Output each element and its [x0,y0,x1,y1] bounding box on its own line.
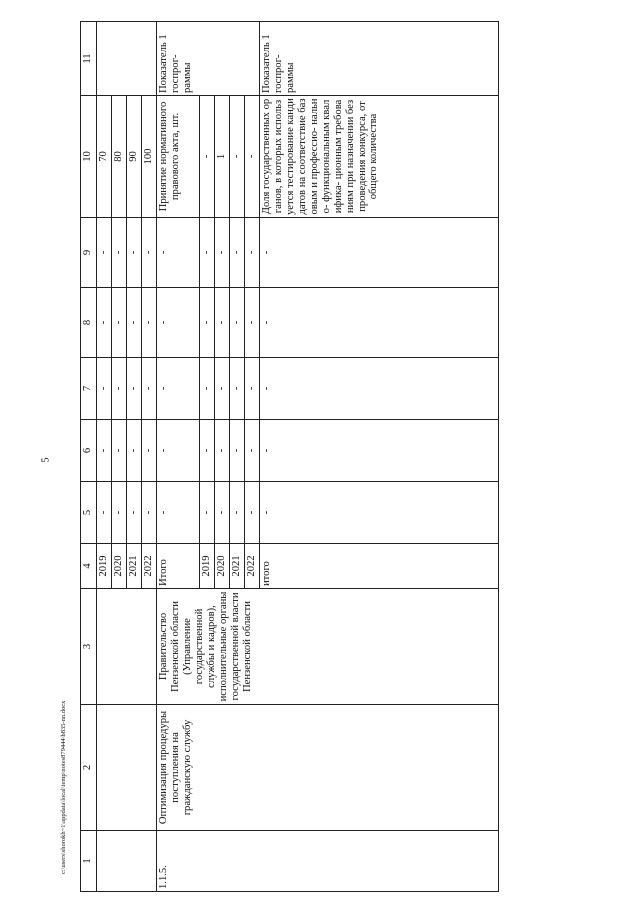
value-cell: - [229,358,244,420]
value-cell: - [97,420,112,482]
header-col-2: 2 [81,705,97,831]
indicator-value-cell: 100 [141,96,156,218]
empty-cell [97,831,157,892]
value-cell: - [259,218,498,288]
value-cell: - [141,358,156,420]
value-cell: - [244,218,259,288]
header-col-1: 1 [81,831,97,892]
year-cell: 2022 [141,544,156,589]
table-row [156,22,199,892]
value-cell: - [156,218,199,288]
value-cell: - [97,358,112,420]
value-cell: - [97,288,112,358]
value-cell: - [126,420,141,482]
value-cell: - [141,288,156,358]
indicator-reference: Показатель 1 госпрог- раммы [156,22,259,96]
header-col-8: 8 [81,288,97,358]
indicator-value-cell: - [199,96,214,218]
value-cell: - [97,482,112,544]
value-cell: - [156,288,199,358]
value-cell: - [126,288,141,358]
header-col-5: 5 [81,482,97,544]
value-cell: - [111,218,126,288]
footer-file-path: c:\users\shorokh~1\appdata\local\temp\notes879444\b835-nn.docx [60,700,67,874]
header-col-11: 11 [81,22,97,96]
value-cell: - [126,358,141,420]
indicator-value-cell: 1 [214,96,229,218]
year-cell: 2021 [229,544,244,589]
value-cell: - [97,218,112,288]
column-number-row [81,22,97,892]
item-name: Оптимизация процедуры поступления на гражданскую службу [156,705,498,831]
value-cell: - [199,482,214,544]
program-table [80,21,499,892]
value-cell: - [199,288,214,358]
year-cell: 2019 [199,544,214,589]
value-cell: - [199,420,214,482]
indicator-value-cell: 70 [97,96,112,218]
value-cell: - [214,218,229,288]
value-cell: - [111,482,126,544]
value-cell: - [156,420,199,482]
empty-cell [97,22,157,96]
value-cell: - [259,358,498,420]
value-cell: - [141,420,156,482]
year-cell: 2020 [214,544,229,589]
item-executor: Правительство Пензенской области (Управление государственной службы и кадров), исполнительные органы государственной власти Пензенской области [156,589,498,705]
rotated-page [80,22,499,892]
value-cell: - [126,482,141,544]
value-cell: - [259,482,498,544]
value-cell: - [214,482,229,544]
year-cell: 2022 [244,544,259,589]
indicator-name: Доля государственных органов, в которых используется тестирование кандидатов на соответствие базовым и профессио- нально- функциональным квалифика- ционным требованиям при назначении без проведения конкурса, от общего количества [259,96,498,218]
value-cell: - [229,218,244,288]
value-cell: - [156,358,199,420]
value-cell: - [244,482,259,544]
value-cell: - [229,482,244,544]
value-cell: - [141,482,156,544]
indicator-value-cell: 90 [126,96,141,218]
year-cell: 2021 [126,544,141,589]
value-cell: - [111,288,126,358]
value-cell: - [214,358,229,420]
value-cell: - [111,358,126,420]
header-col-3: 3 [81,589,97,705]
indicator-value-cell: - [229,96,244,218]
value-cell: - [199,358,214,420]
total-label: Итого [156,544,199,589]
indicator-reference: Показатель 1 госпрог- раммы [259,22,498,96]
value-cell: - [214,420,229,482]
year-cell: 2020 [111,544,126,589]
header-col-7: 7 [81,358,97,420]
value-cell: - [259,420,498,482]
value-cell: - [244,420,259,482]
value-cell: - [229,420,244,482]
indicator-name: Принятие нормативного правового акта, шт. [156,96,199,218]
value-cell: - [244,358,259,420]
value-cell: - [214,288,229,358]
value-cell: - [199,218,214,288]
indicator-value-cell: - [244,96,259,218]
page-number: 5 [40,457,52,463]
table-row [97,22,112,892]
indicator-value-cell: 80 [111,96,126,218]
year-cell: 2019 [97,544,112,589]
header-col-10: 10 [81,96,97,218]
item-number: 1.1.5. [156,831,498,892]
header-col-6: 6 [81,420,97,482]
value-cell: - [156,482,199,544]
value-cell: - [141,218,156,288]
header-col-9: 9 [81,218,97,288]
value-cell: - [111,420,126,482]
value-cell: - [244,288,259,358]
empty-cell [97,589,157,705]
value-cell: - [126,218,141,288]
value-cell: - [229,288,244,358]
empty-cell [97,705,157,831]
total-label: итого [259,544,498,589]
value-cell: - [259,288,498,358]
header-col-4: 4 [81,544,97,589]
